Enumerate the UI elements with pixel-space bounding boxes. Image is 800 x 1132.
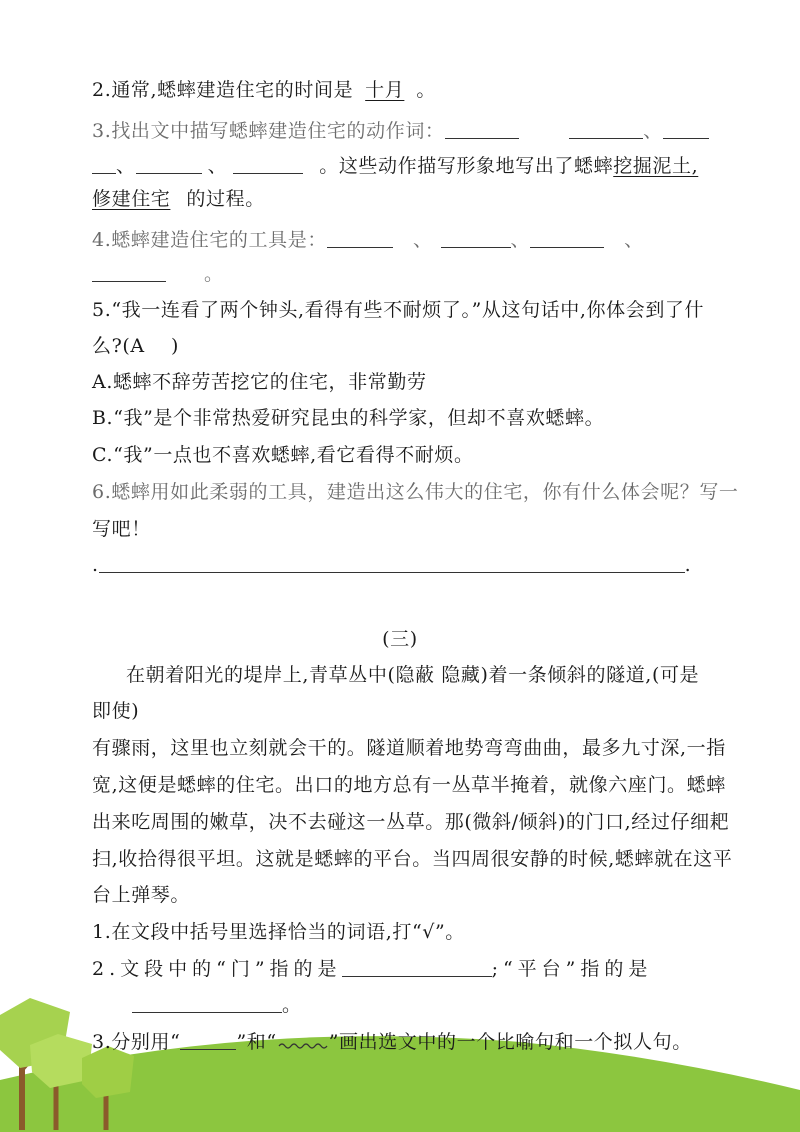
q3-line1: 3.找出文中描写蟋蟀建造住宅的动作词： 、: [92, 119, 709, 143]
blank[interactable]: [569, 120, 643, 139]
q5-line2: 么?(A ): [92, 335, 179, 357]
q6-line1: 6.蟋蟀用如此柔弱的工具，建造出这么伟大的住宅，你有什么体会呢？写一: [92, 481, 739, 503]
q5-option-c: C.“我”一点也不喜欢蟋蟀,看它看得不耐烦。: [92, 444, 474, 466]
wavy-underline-icon: [277, 1037, 329, 1051]
passage-line: 有骤雨，这里也立刻就会干的。隧道顺着地势弯弯曲曲，最多九寸深,一指: [92, 737, 726, 759]
passage-line: 台上弹琴。: [92, 884, 191, 906]
q4-line1: 4.蟋蟀建造住宅的工具是： 、 、 、: [92, 229, 644, 251]
q6-line2: 写吧！: [92, 518, 151, 540]
q3-line3: 修建住宅 的过程。: [92, 188, 265, 210]
blank[interactable]: [441, 229, 511, 248]
q6-answer-line[interactable]: . .: [92, 554, 692, 576]
blank[interactable]: [663, 120, 709, 139]
passage-line: 扫,收拾得很平坦。这就是蟋蟀的平台。当四周很安静的时候,蟋蟀就在这平: [92, 848, 733, 870]
blank[interactable]: [92, 263, 166, 282]
s3-q2-line2: 。: [92, 993, 302, 1017]
q5-option-b: B.“我”是个非常热爱研究昆虫的科学家，但却不喜欢蟋蟀。: [92, 407, 605, 429]
q5-option-a: A.蟋蟀不辞劳苦挖它的住宅，非常勤劳: [92, 371, 427, 393]
blank[interactable]: [233, 155, 303, 174]
blank[interactable]: [327, 229, 393, 248]
passage-line: 出来吃周围的嫩草，决不去碰这一丛草。那(微斜/倾斜)的门口,经过仔细耙: [92, 811, 730, 833]
s3-q2-line1: 2.文段中的“门”指的是 ;“平台”指的是: [92, 958, 653, 980]
straight-underline-blank: [180, 1031, 236, 1050]
blank[interactable]: [445, 120, 519, 139]
q4-line2: 。: [92, 262, 224, 286]
s3-q1: 1.在文段中括号里选择恰当的词语,打“√”。: [92, 921, 465, 943]
q2-line: 2.通常,蟋蟀建造住宅的时间是 十月 。: [92, 79, 436, 101]
section-title: (三): [382, 628, 418, 650]
q3-answer-1: 挖掘泥土,: [613, 155, 699, 177]
s3-q3: 3.分别用“ ”和“ ”画出选文中的一个比喻句和一个拟人句。: [92, 1031, 692, 1053]
passage-line: 在朝着阳光的堤岸上,青草丛中(隐蔽 隐藏)着一条倾斜的隧道,(可是: [126, 664, 700, 686]
passage-line: 宽,这便是蟋蟀的住宅。出口的地方总有一丛草半掩着，就像六座门。蟋蟀: [92, 774, 726, 796]
answer-blank[interactable]: [99, 554, 685, 573]
blank[interactable]: [92, 155, 116, 174]
q3-line2: 、 、 。这些动作描写形象地写出了蟋蟀挖掘泥土,: [92, 154, 698, 178]
passage-line: 即使): [92, 700, 140, 722]
q3-answer-2: 修建住宅: [92, 188, 171, 210]
q2-answer: 十月: [365, 79, 405, 101]
q5-line1: 5.“我一连看了两个钟头,看得有些不耐烦了。”从这句话中,你体会到了什: [92, 299, 705, 321]
blank[interactable]: [530, 229, 604, 248]
blank[interactable]: [136, 155, 202, 174]
